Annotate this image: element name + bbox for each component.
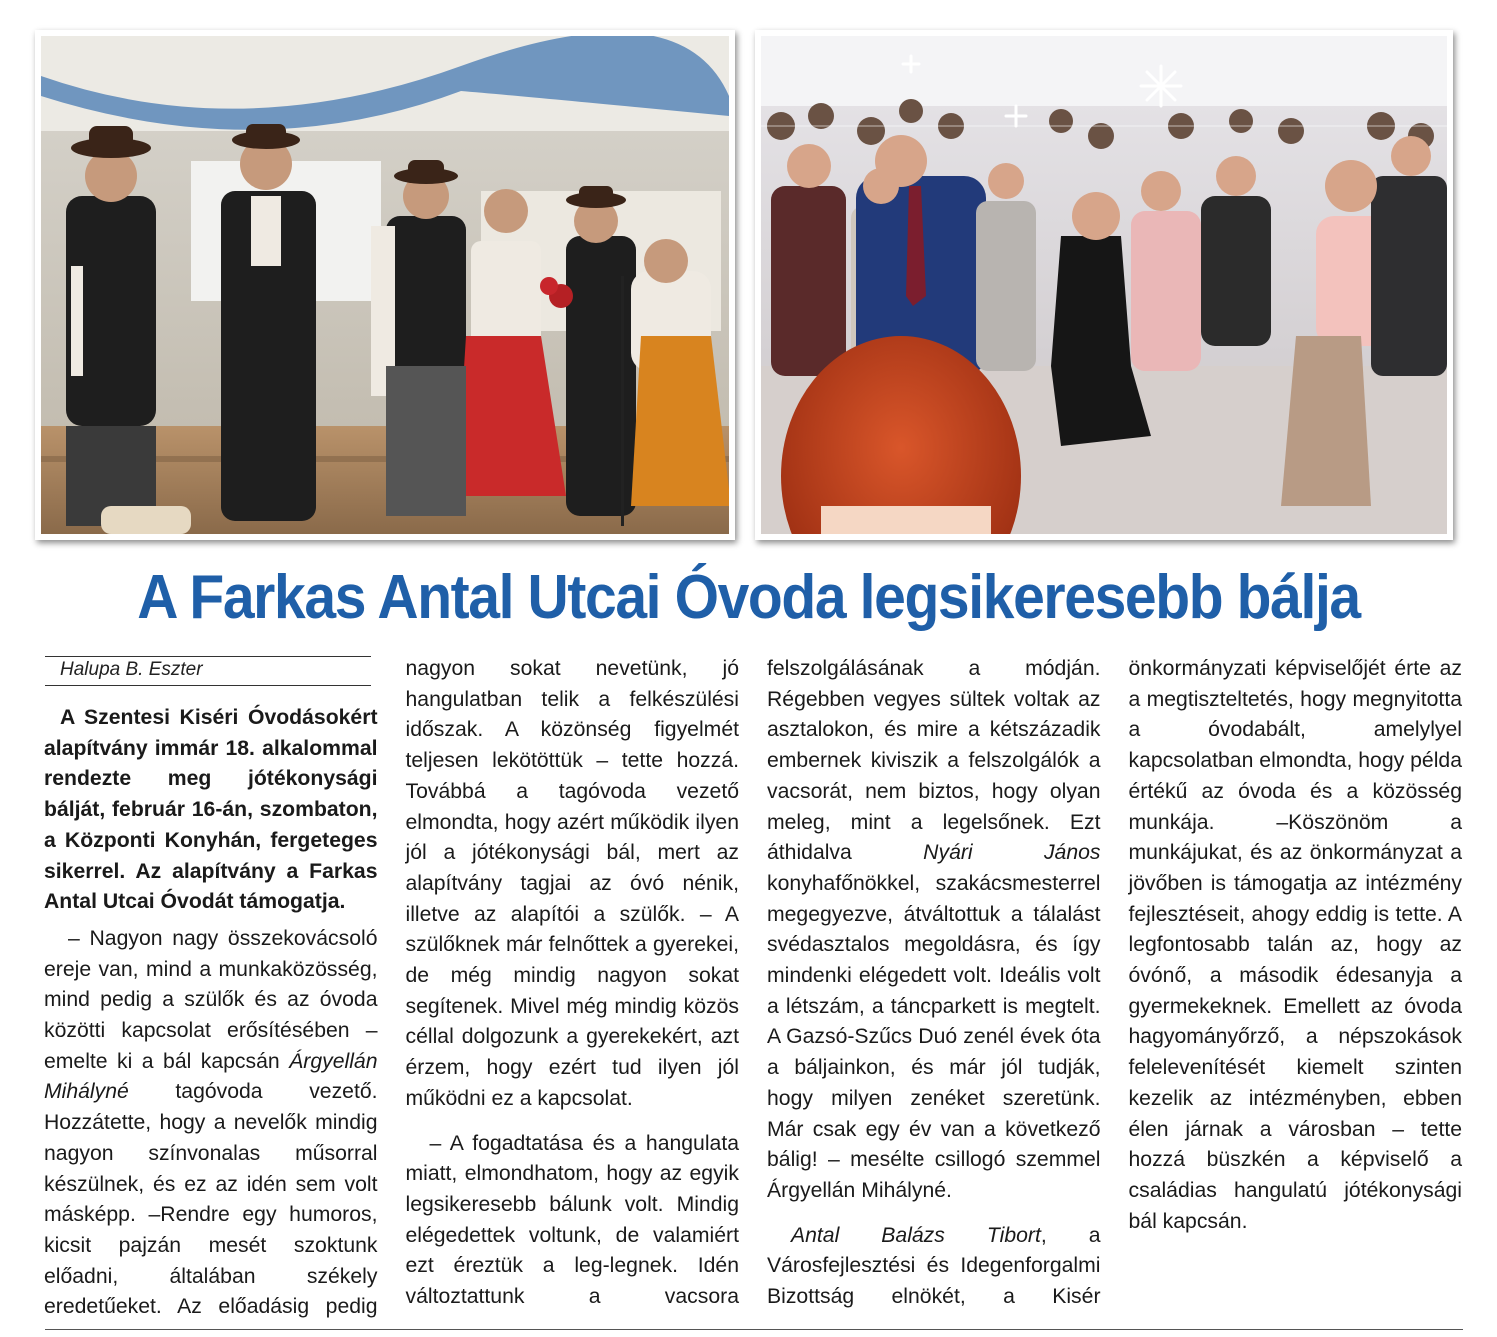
photo-folk-performers-image — [41, 36, 729, 534]
photo-dancing-crowd — [755, 30, 1453, 540]
article-author: Halupa B. Eszter — [60, 659, 203, 680]
paragraph-2-name: Nyári János — [923, 841, 1101, 865]
paragraph-1-text-a: – Nagyon nagy összekovácsoló ereje van, mind a munkaközösség, mind pedig a szülők és az óvoda közötti kapcsolat erősítésében – emelte ki a bál kapcsán — [44, 926, 378, 1073]
photo-dancing-crowd-image — [761, 36, 1447, 534]
paragraph-1-name: Árgyellán Mihályné — [44, 1049, 378, 1104]
paragraph-2-text-b: konyhafőnökkel, szakácsmesterrel megegyezve, átváltottuk a tálalást svédasztalos megoldásra, és így mindenki elégedett volt. Ideális volt a létszám, a táncparkett is megtelt. A Gazsó-Szűcs Duó zenél évek óta a báljainkon, és már jól tudják, hogy milyen zenéket szeretünk. Már csak egy év van a következő bálig! – mesélte csillogó szemmel Árgyellán Mihályné. — [767, 871, 1101, 1202]
article-title: A Farkas Antal Utcai Óvoda legsikeresebb bálja — [137, 563, 1360, 632]
paragraph-2-text-a: – A fogadtatása és a hangulata miatt, elmondhatom, hogy az egyik legsikeresebb bálunk volt. Mindig elégedettek voltunk, de valamiért ezt éreztük a leg-legnek. Idén változtattunk a vacsora felszolgálásának a módján. Régebben vegyes sültek voltak az asztalokon, és mire a kétszázadik embernek kiviszik a felszolgálók a vacsorát, nem biztos, hogy olyan meleg, mint a legelsőnek. Ezt áthidalva — [405, 657, 1101, 1309]
article-body — [44, 654, 1462, 1326]
page-bottom-rule — [45, 1329, 1463, 1330]
photo-folk-performers — [35, 30, 735, 540]
paragraph-1-text-b: tagóvoda vezető. Hozzátette, hogy a nevelők mindig nagyon színvonalas műsorral készülnek, és ez az idén sem volt másképp. –Rendre egy humoros, kicsit pajzán mesét szoktunk előadni, általában székely eredetűeket. Az előadásig pedig nagyon sokat nevetünk, jó hangulatban telik a felkészülési időszak. A közönség figyelmét teljesen lekötöttük – tette hozzá. Továbbá a tagóvoda vezető elmondta, hogy azért működik ilyen jól a jótékonysági bál, mert az alapítvány tagjai az óvó nénik, illetve az alapítói a szülők. – A szülőknek már felnőttek a gyerekei, de még mindig nagyon sokat segítenek. Mivel még mindig közös céllal dolgozunk a gyerekekért, azt érzem, hogy ezért tud ilyen jól működni ez a kapcsolat. — [44, 657, 739, 1319]
paragraph-3-name: Antal Balázs Tibort — [791, 1223, 1041, 1247]
byline-spacer — [44, 654, 378, 703]
paragraph-3-text-b: , a Városfejlesztési és Idegenforgalmi Bizottság elnökét, a Kisér önkormányzati képviselőjét érte az a megtiszteltetés, hogy megnyitotta a óvodabált, amelylyel kapcsolatban elmondta, hogy példa értékű az óvoda és a közösség munkája. –Köszönöm a munkájukat, és az önkormányzat a jövőben is támogatja az intézmény fejlesztéseit, ahogy eddig is tette. A legfontosabb talán az, hogy az óvónő, a második édesanyja a gyermekeknek. Emellett az óvoda hagyományőrző, a népszokások felelevenítését kiemelt szinten kezelik az intézményben, ebben élen járnak a városban – tette hozzá büszkén a képviselő a családias hangulatú jótékonysági bál kapcsán. — [767, 657, 1462, 1309]
article-lead: A Szentesi Kiséri Óvodásokért alapítvány immár 18. alkalommal rendezte meg jótékonysági bálját, február 16-án, szombaton, a Központi Konyhán, fergeteges sikerrel. Az alapítvány a Farkas Antal Utcai Óvodát támogatja. — [44, 706, 378, 914]
